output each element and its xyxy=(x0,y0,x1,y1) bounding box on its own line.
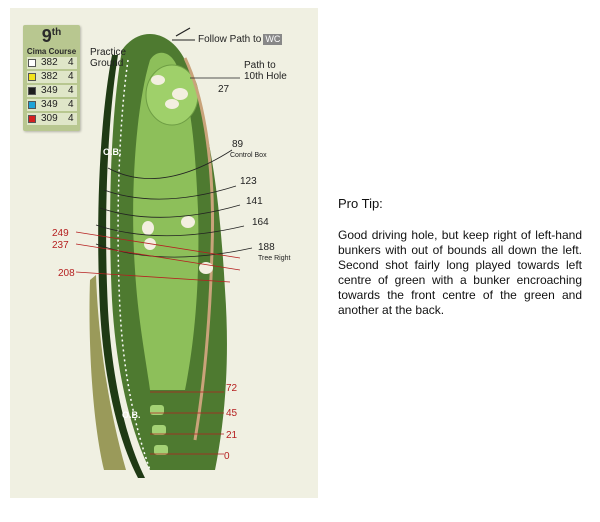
tee-par: 4 xyxy=(68,57,74,68)
wc-badge: WC xyxy=(265,34,281,44)
tee-box xyxy=(150,405,164,415)
bunker xyxy=(172,88,188,100)
path-10th-label: Path to 10th Hole xyxy=(244,60,287,82)
yardage-89: 89 xyxy=(232,139,244,150)
tee-color-swatch xyxy=(28,73,36,81)
tee-yards: 382 xyxy=(41,71,58,82)
tee-row-yellow xyxy=(27,71,77,83)
yardage-27: 27 xyxy=(218,84,230,95)
tee-par: 4 xyxy=(68,71,74,82)
control-box-label: Control Box xyxy=(230,152,267,159)
tee-box xyxy=(152,425,166,435)
red-yardage-72: 72 xyxy=(226,383,238,394)
tee-color-swatch xyxy=(28,87,36,95)
path-pointer xyxy=(176,28,190,36)
tee-color-swatch xyxy=(28,115,36,123)
pro-tip-title: Pro Tip: xyxy=(338,196,383,211)
red-yardage-21: 21 xyxy=(226,430,238,441)
tee-yards: 349 xyxy=(41,99,58,110)
red-yardage-237: 237 xyxy=(52,240,69,251)
practice-ground-label: Practice Ground xyxy=(90,47,127,69)
tee-box xyxy=(154,445,168,455)
tee-row-black xyxy=(27,85,77,97)
tee-yards: 349 xyxy=(41,85,58,96)
yardage-123: 123 xyxy=(240,176,257,187)
ob-label-bottom: O.B. xyxy=(122,410,141,420)
tee-row-red xyxy=(27,113,77,125)
red-yardage-45: 45 xyxy=(226,408,238,419)
tee-yards: 309 xyxy=(41,113,58,124)
tee-row-white xyxy=(27,57,77,69)
yardage-141: 141 xyxy=(246,196,263,207)
hole-card xyxy=(23,25,80,131)
pro-tip-body: Good driving hole, but keep right of left-hand bunkers with out of bounds all down the left. Second shot fairly long played towards left centre of green with a bunker encroaching towards the front centre of the green and another at the back. xyxy=(338,228,582,317)
hole-number: 9th xyxy=(41,26,62,46)
ob-label-top: O.B. xyxy=(103,147,122,157)
bunker xyxy=(142,221,154,235)
tee-yards: 382 xyxy=(41,57,58,68)
tree-right-label: Tree Right xyxy=(258,255,291,262)
follow-path-label: Follow Path to WC xyxy=(198,34,281,45)
bunker xyxy=(151,75,165,85)
red-yardage-0: 0 xyxy=(224,451,230,462)
tee-par: 4 xyxy=(68,99,74,110)
red-yardage-249: 249 xyxy=(52,228,69,239)
tee-par: 4 xyxy=(68,85,74,96)
bunker xyxy=(165,99,179,109)
tee-color-swatch xyxy=(28,101,36,109)
tee-color-swatch xyxy=(28,59,36,67)
red-yardage-208: 208 xyxy=(58,268,75,279)
bunker xyxy=(181,216,195,228)
tee-row-blue xyxy=(27,99,77,111)
course-name: Cima Course xyxy=(26,47,77,56)
tee-par: 4 xyxy=(68,113,74,124)
yardage-188: 188 xyxy=(258,242,275,253)
yardage-164: 164 xyxy=(252,217,269,228)
